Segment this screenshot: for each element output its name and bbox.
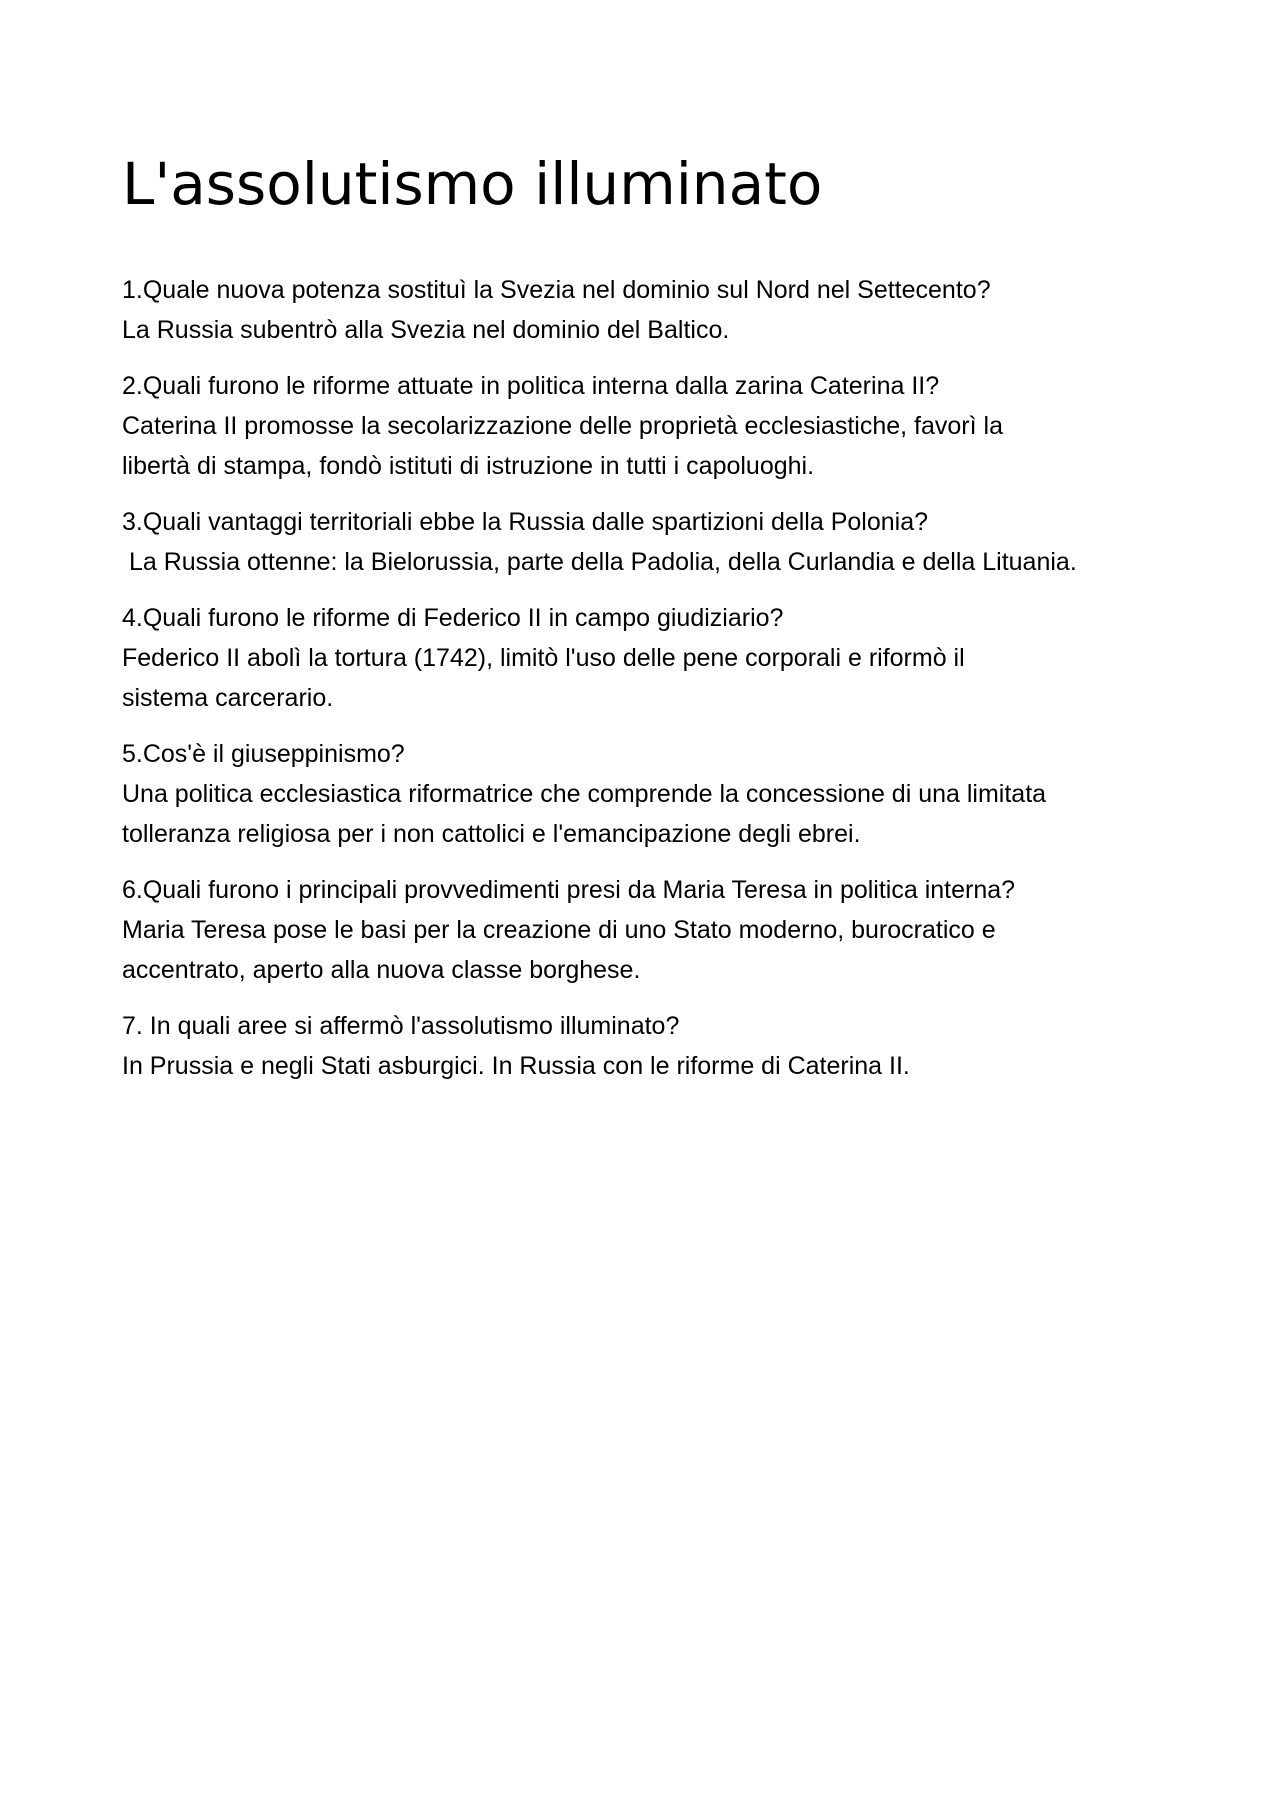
question-text: 6.Quali furono i principali provvedimenti presi da Maria Teresa in politica interna? xyxy=(122,876,1016,904)
answer-text: Maria Teresa pose le basi per la creazione di uno Stato moderno, burocratico e xyxy=(122,916,996,944)
question-text: 5.Cos'è il giuseppinismo? xyxy=(122,740,405,768)
qa-list xyxy=(122,270,1182,1102)
qa-item-3 xyxy=(122,502,1182,582)
qa-item-2 xyxy=(122,366,1182,486)
document-title: L'assolutismo illuminato xyxy=(122,150,823,218)
answer-text: Una politica ecclesiastica riformatrice che comprende la concessione di una limitata xyxy=(122,780,1047,808)
answer-text: La Russia ottenne: la Bielorussia, parte della Padolia, della Curlandia e della Lituania. xyxy=(122,548,1077,576)
answer-text: Federico II abolì la tortura (1742), limitò l'uso delle pene corporali e riformò il xyxy=(122,644,965,672)
question-text: 4.Quali furono le riforme di Federico II in campo giudiziario? xyxy=(122,604,784,632)
answer-text: libertà di stampa, fondò istituti di istruzione in tutti i capoluoghi. xyxy=(122,452,815,480)
question-text: 1.Quale nuova potenza sostituì la Svezia nel dominio sul Nord nel Settecento? xyxy=(122,276,991,304)
answer-text: tolleranza religiosa per i non cattolici e l'emancipazione degli ebrei. xyxy=(122,820,861,848)
answer-text: La Russia subentrò alla Svezia nel dominio del Baltico. xyxy=(122,316,730,344)
qa-item-4 xyxy=(122,598,1182,718)
question-text: 3.Quali vantaggi territoriali ebbe la Russia dalle spartizioni della Polonia? xyxy=(122,508,929,536)
answer-text: sistema carcerario. xyxy=(122,684,334,712)
qa-item-7 xyxy=(122,1006,1182,1086)
qa-item-6 xyxy=(122,870,1182,990)
qa-item-5 xyxy=(122,734,1182,854)
qa-item-1 xyxy=(122,270,1182,350)
answer-text: Caterina II promosse la secolarizzazione delle proprietà ecclesiastiche, favorì la xyxy=(122,412,1003,440)
question-text: 2.Quali furono le riforme attuate in politica interna dalla zarina Caterina II? xyxy=(122,372,940,400)
answer-text: In Prussia e negli Stati asburgici. In Russia con le riforme di Caterina II. xyxy=(122,1052,910,1080)
question-text: 7. In quali aree si affermò l'assolutismo illuminato? xyxy=(122,1012,680,1040)
answer-text: accentrato, aperto alla nuova classe borghese. xyxy=(122,956,641,984)
